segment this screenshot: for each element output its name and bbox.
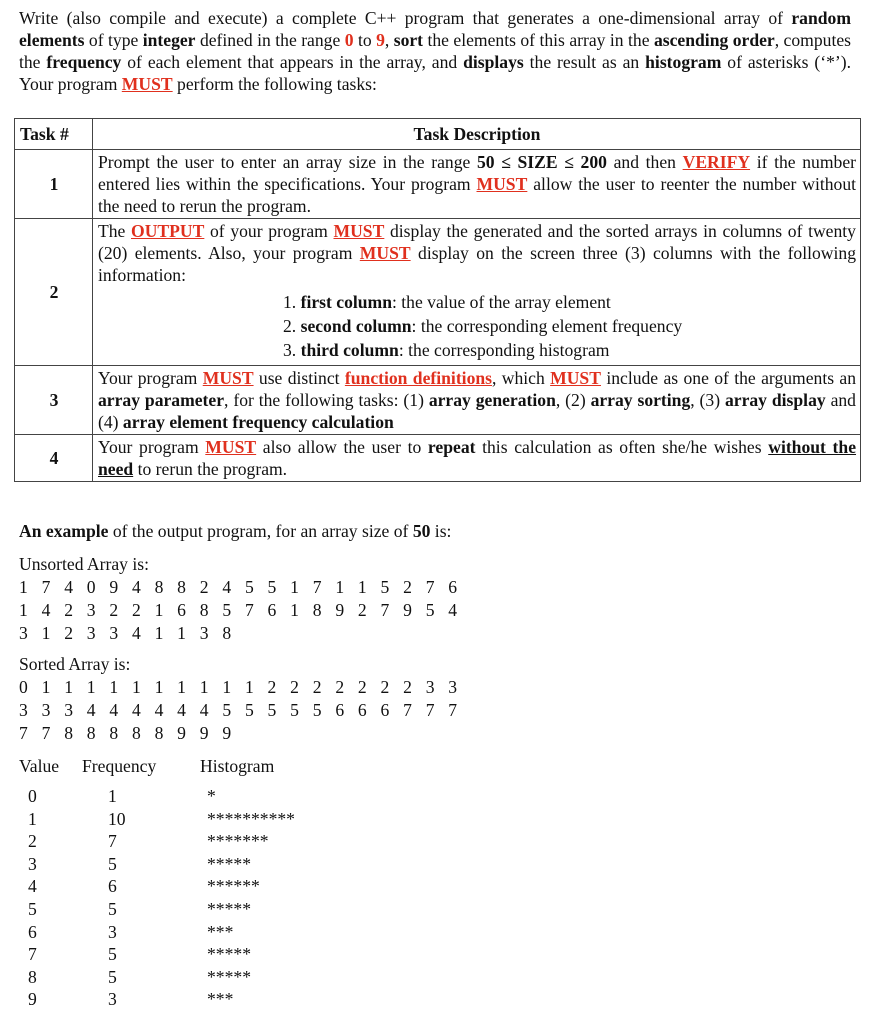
example-intro: An example of the output program, for an array size of 50 is: bbox=[19, 521, 452, 541]
task-description: Your program MUST also allow the user to repeat this calculation as often she/he wishes without the need to rerun the program. bbox=[93, 435, 861, 482]
row-histogram: *** bbox=[207, 922, 234, 942]
row-value: 8 bbox=[28, 967, 37, 987]
intro-text: Write (also compile and execute) a complete C++ program that generates a one-dimensional array of bbox=[19, 8, 792, 28]
must-emphasis: MUST bbox=[205, 437, 257, 457]
must-emphasis: MUST bbox=[202, 368, 254, 388]
unsorted-row-2: 1 4 2 3 2 2 1 6 8 5 7 6 1 8 9 2 7 9 5 4 bbox=[19, 600, 462, 620]
list-item: 3. third column: the corresponding histogram bbox=[283, 340, 610, 360]
intro-text: defined in the range bbox=[195, 30, 345, 50]
intro-text: the elements of this array in the bbox=[423, 30, 654, 50]
task-number: 3 bbox=[15, 366, 93, 435]
row-histogram: ***** bbox=[207, 854, 251, 874]
row-frequency: 6 bbox=[108, 876, 117, 896]
intro-text: perform the following tasks: bbox=[172, 74, 377, 94]
row-histogram: ***** bbox=[207, 967, 251, 987]
sorted-label: Sorted Array is: bbox=[19, 654, 131, 674]
function-definitions-emphasis: function definitions bbox=[344, 368, 493, 388]
intro-text: , bbox=[384, 30, 394, 50]
row-value: 9 bbox=[28, 989, 37, 1009]
intro-bold: frequency bbox=[46, 52, 122, 72]
intro-text: of each element that appears in the array, and bbox=[121, 52, 464, 72]
task-number: 2 bbox=[15, 219, 93, 366]
row-histogram: *** bbox=[207, 989, 234, 1009]
row-histogram: ***** bbox=[207, 944, 251, 964]
intro-bold: integer bbox=[142, 30, 196, 50]
task-description: Prompt the user to enter an array size in the range 50 ≤ SIZE ≤ 200 and then VERIFY if the number entered lies within the specifications. Your program MUST allow the user to reenter the number without the need to rerun the program. bbox=[93, 150, 861, 219]
task-table-header bbox=[15, 119, 861, 150]
must-emphasis: MUST bbox=[476, 174, 528, 194]
intro-text: the result as an bbox=[523, 52, 646, 72]
row-value: 3 bbox=[28, 854, 37, 874]
intro-bold: displays bbox=[463, 52, 524, 72]
row-value: 5 bbox=[28, 899, 37, 919]
unsorted-row-3: 3 1 2 3 3 4 1 1 3 8 bbox=[19, 623, 236, 643]
row-frequency: 5 bbox=[108, 854, 117, 874]
verify-emphasis: VERIFY bbox=[682, 152, 751, 172]
task-row-3 bbox=[15, 366, 861, 435]
list-item: 1. first column: the value of the array element bbox=[283, 292, 611, 312]
range-min: 0 bbox=[344, 30, 354, 50]
task-number: 1 bbox=[15, 150, 93, 219]
intro-text: of asterisks (‘*’). Your program bbox=[19, 52, 851, 94]
row-value: 6 bbox=[28, 922, 37, 942]
intro-bold: sort bbox=[393, 30, 424, 50]
task-row-1 bbox=[15, 150, 861, 219]
task-number: 4 bbox=[15, 435, 93, 482]
row-histogram: ******* bbox=[207, 831, 269, 851]
header-task-number: Task # bbox=[15, 119, 93, 150]
unsorted-row-1: 1 7 4 0 9 4 8 8 2 4 5 5 1 7 1 1 5 2 7 6 bbox=[19, 577, 462, 597]
task-description: Your program MUST use distinct function definitions, which MUST include as one of the arguments an array parameter, for the following tasks: (1) array generation, (2) array sorting, (3) array display and (4) array element frequency calculation bbox=[93, 366, 861, 435]
row-histogram: ****** bbox=[207, 876, 260, 896]
row-value: 2 bbox=[28, 831, 37, 851]
task-description: The OUTPUT of your program MUST display the generated and the sorted arrays in columns of twenty (20) elements. Also, your program MUST display on the screen three (3) columns with the following information: 1. first column: the value of the array element 2. second column: the corresponding element frequency 3. third column: the corresponding histogram bbox=[93, 219, 861, 366]
sorted-row-1: 0 1 1 1 1 1 1 1 1 1 1 2 2 2 2 2 2 2 3 3 bbox=[19, 677, 462, 697]
output-emphasis: OUTPUT bbox=[131, 221, 205, 241]
sorted-row-3: 7 7 8 8 8 8 8 9 9 9 bbox=[19, 723, 236, 743]
column-header-value: Value bbox=[19, 756, 60, 776]
without-the-need-emphasis: without the need bbox=[98, 437, 857, 479]
row-histogram: * bbox=[207, 786, 216, 806]
row-histogram: ***** bbox=[207, 899, 251, 919]
intro-text: to bbox=[353, 30, 377, 50]
task-row-2 bbox=[15, 219, 861, 366]
row-frequency: 3 bbox=[108, 989, 117, 1009]
row-frequency: 7 bbox=[108, 831, 117, 851]
row-frequency: 5 bbox=[108, 967, 117, 987]
intro-bold: ascending order bbox=[653, 30, 775, 50]
row-frequency: 1 bbox=[108, 786, 117, 806]
row-value: 7 bbox=[28, 944, 37, 964]
unsorted-label: Unsorted Array is: bbox=[19, 554, 149, 574]
intro-bold: histogram bbox=[645, 52, 722, 72]
intro-paragraph bbox=[19, 7, 851, 95]
row-frequency: 10 bbox=[108, 809, 126, 829]
must-emphasis: MUST bbox=[550, 368, 601, 388]
column-header-histogram: Histogram bbox=[200, 756, 275, 776]
row-value: 4 bbox=[28, 876, 37, 896]
task-row-4 bbox=[15, 435, 861, 482]
row-frequency: 5 bbox=[108, 944, 117, 964]
intro-text: of type bbox=[84, 30, 143, 50]
header-task-description: Task Description bbox=[93, 119, 861, 150]
must-emphasis: MUST bbox=[359, 243, 411, 263]
must-emphasis: MUST bbox=[121, 74, 173, 94]
row-frequency: 5 bbox=[108, 899, 117, 919]
column-header-frequency: Frequency bbox=[82, 756, 157, 776]
sorted-row-2: 3 3 3 4 4 4 4 4 4 5 5 5 5 5 6 6 6 7 7 7 bbox=[19, 700, 462, 720]
list-item: 2. second column: the corresponding element frequency bbox=[283, 316, 683, 336]
column-info-list bbox=[98, 290, 856, 362]
intro-bold: random elements bbox=[19, 8, 851, 50]
row-value: 1 bbox=[28, 809, 37, 829]
intro-text: , computes the bbox=[19, 30, 851, 72]
task-table bbox=[14, 118, 861, 482]
must-emphasis: MUST bbox=[333, 221, 385, 241]
row-frequency: 3 bbox=[108, 922, 117, 942]
row-value: 0 bbox=[28, 786, 37, 806]
range-max: 9 bbox=[376, 30, 385, 50]
row-histogram: ********** bbox=[207, 809, 295, 829]
